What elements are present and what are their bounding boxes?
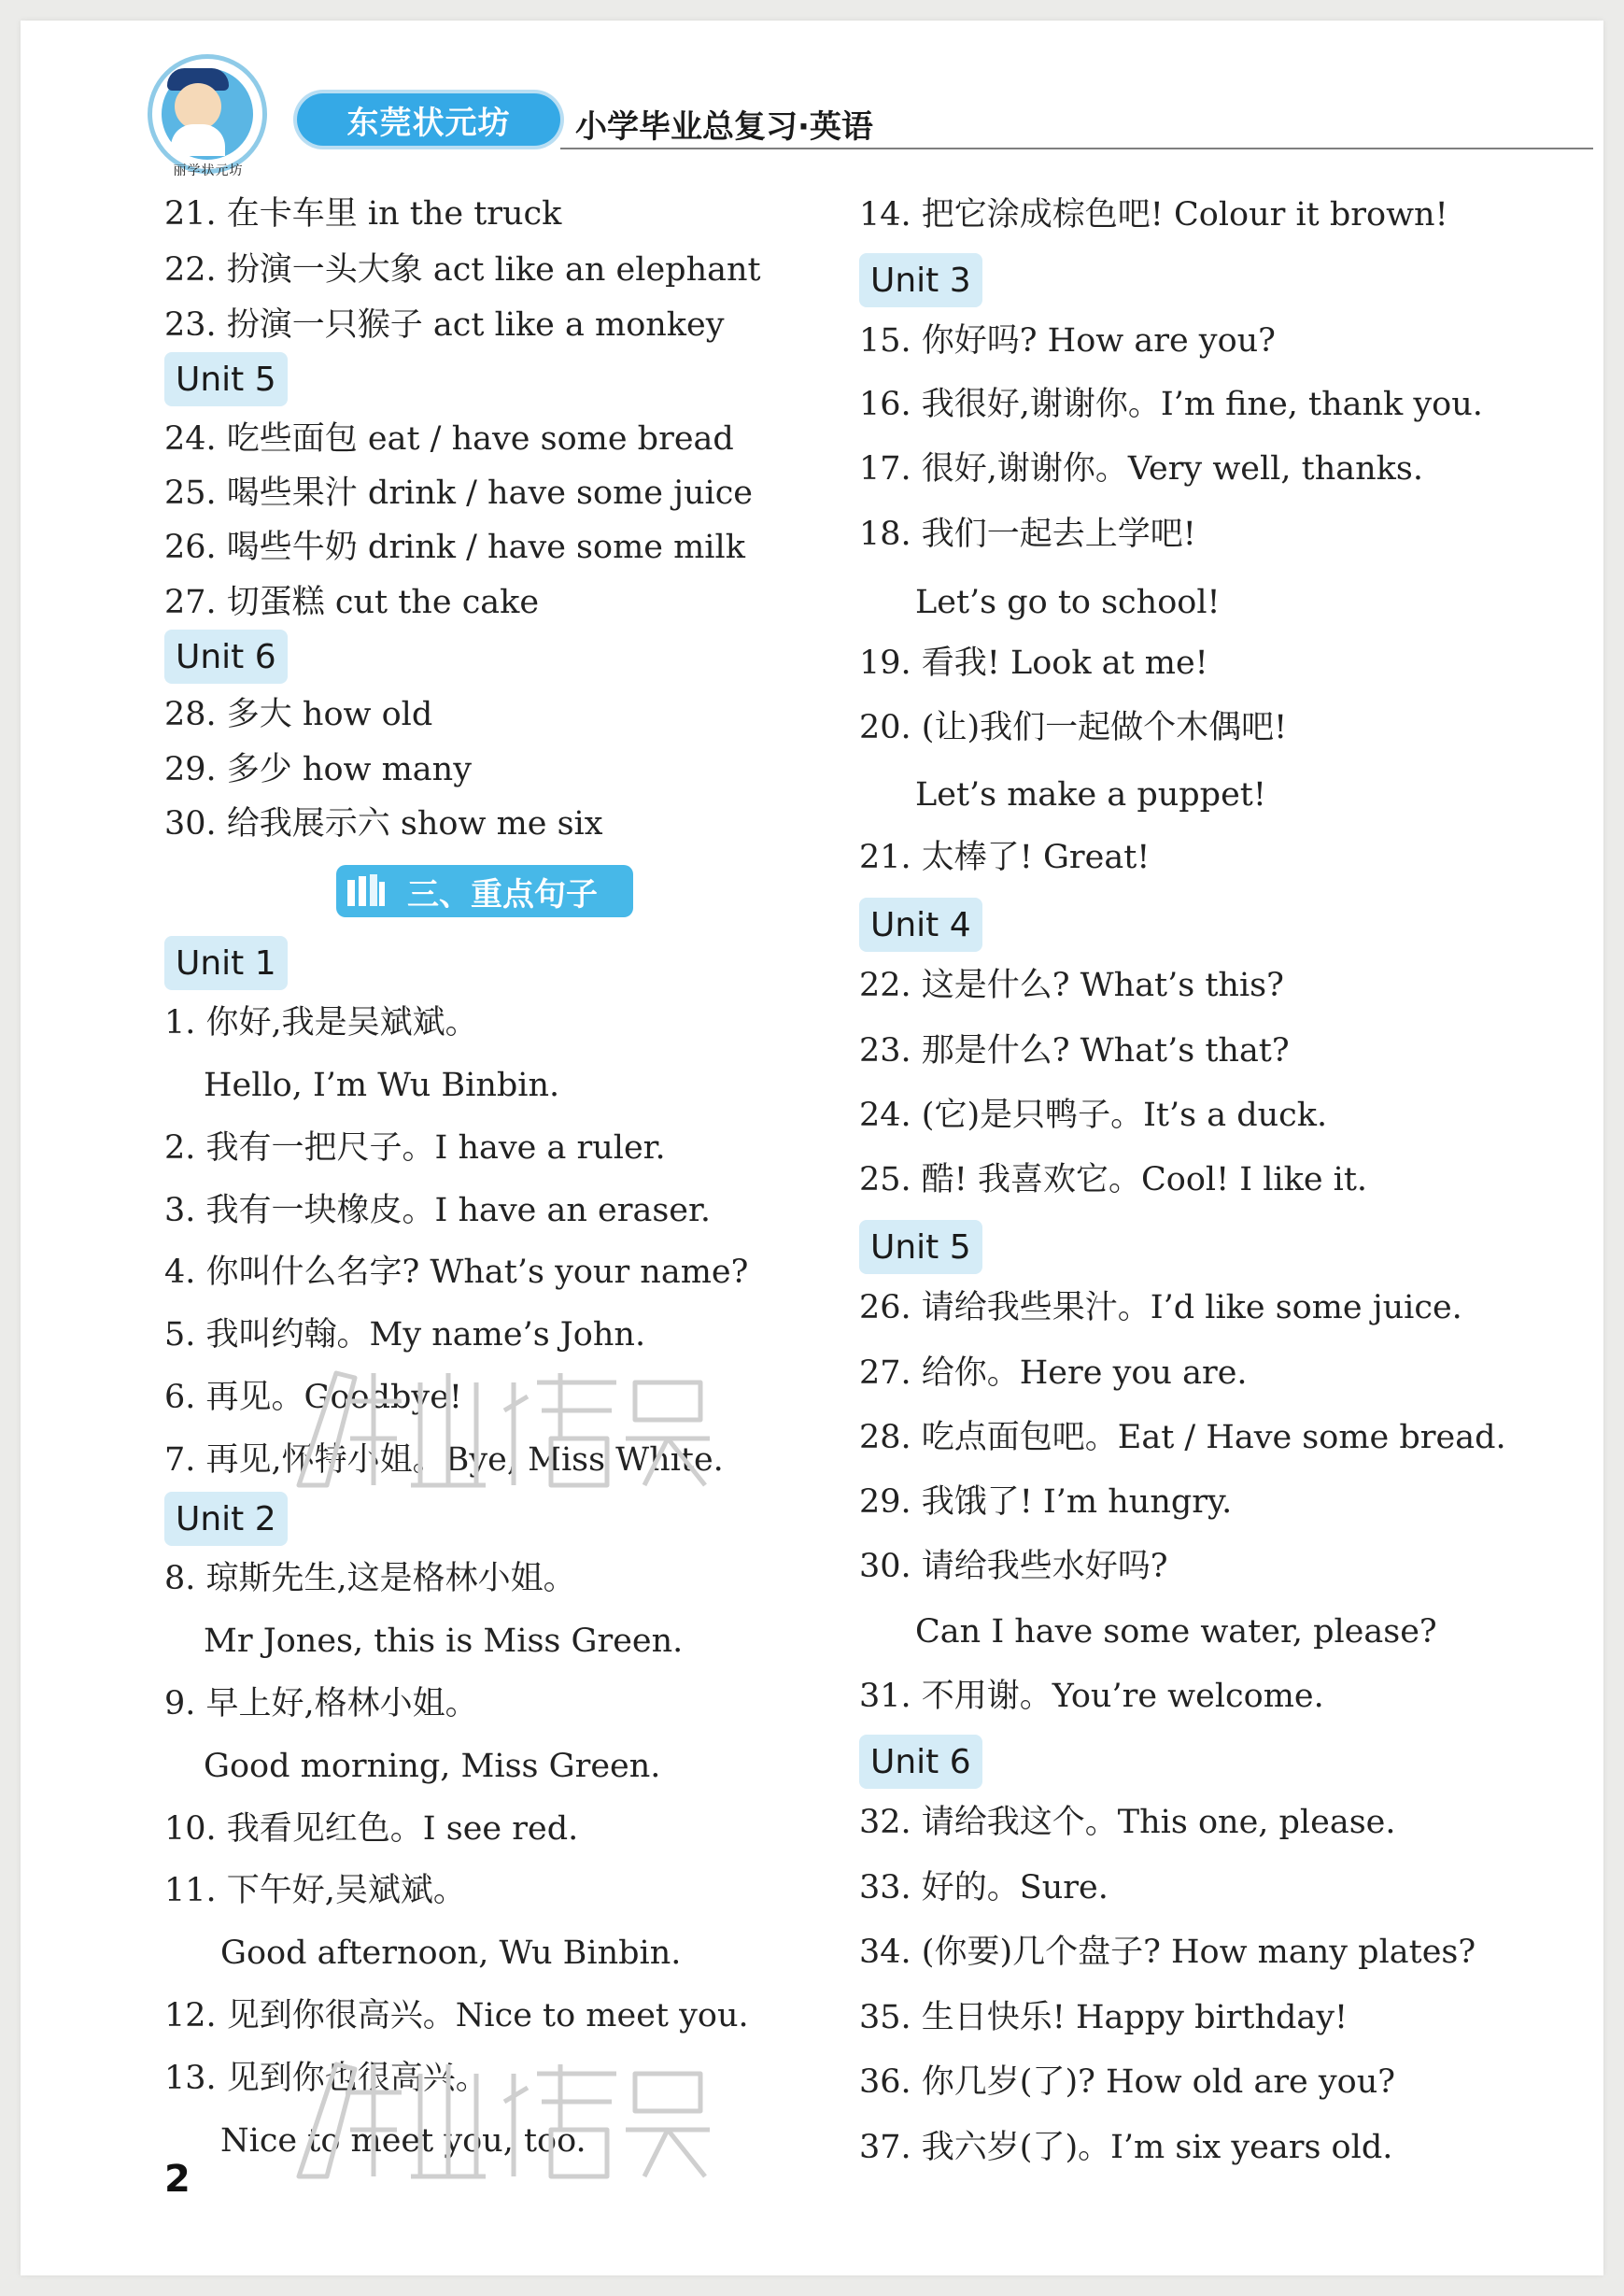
unit-label: Unit 3: [859, 253, 982, 307]
vocab-item: 27. 切蛋糕 cut the cake: [164, 584, 540, 621]
sentence-item: 27. 给你。Here you are.: [859, 1354, 1248, 1392]
header-rule: [560, 148, 1593, 149]
sentence-item: 32. 请给我这个。This one, please.: [859, 1804, 1396, 1841]
sentence-item: 2. 我有一把尺子。I have a ruler.: [164, 1129, 666, 1167]
unit-label: Unit 1: [164, 936, 288, 990]
watermark: [280, 2036, 719, 2195]
sentence-item: 19. 看我! Look at me!: [859, 645, 1208, 682]
sentence-translation: Can I have some water, please?: [915, 1613, 1437, 1651]
sentence-translation: Nice to meet you, too.: [220, 2122, 586, 2160]
sentence-item: 29. 我饿了! I’m hungry.: [859, 1483, 1233, 1521]
sentence-translation: Mr Jones, this is Miss Green.: [204, 1623, 684, 1660]
sentence-item: 24. (它)是只鸭子。It’s a duck.: [859, 1097, 1328, 1134]
vocab-item: 30. 给我展示六 show me six: [164, 805, 603, 843]
sentence-item: 14. 把它涂成棕色吧! Colour it brown!: [859, 196, 1448, 234]
sentence-item: 10. 我看见红色。I see red.: [164, 1810, 579, 1848]
unit-label: Unit 2: [164, 1492, 288, 1546]
sentence-item: 18. 我们一起去上学吧!: [859, 516, 1196, 553]
sentence-translation: Let’s go to school!: [915, 584, 1221, 621]
sentence-item: 17. 很好,谢谢你。Very well, thanks.: [859, 450, 1423, 488]
brand-badge: [297, 93, 560, 146]
sentence-item: 15. 你好吗? How are you?: [859, 322, 1276, 360]
sentence-item: 5. 我叫约翰。My name’s John.: [164, 1316, 646, 1354]
page-number: 2: [164, 2158, 191, 2201]
sentence-item: 30. 请给我些水好吗?: [859, 1548, 1168, 1585]
sentence-item: 25. 酷! 我喜欢它。Cool! I like it.: [859, 1161, 1368, 1198]
vocab-item: 24. 吃些面包 eat / have some bread: [164, 420, 734, 458]
sentence-item: 6. 再见。Goodbye!: [164, 1379, 462, 1416]
vocab-item: 21. 在卡车里 in the truck: [164, 195, 562, 233]
sentence-translation: Hello, I’m Wu Binbin.: [204, 1067, 560, 1104]
book-icon: [346, 872, 387, 910]
sentence-item: 7. 再见,怀特小姐。Bye, Miss White.: [164, 1441, 724, 1479]
vocab-item: 26. 喝些牛奶 drink / have some milk: [164, 529, 745, 566]
sentence-item: 1. 你好,我是吴斌斌。: [164, 1004, 478, 1042]
vocab-item: 29. 多少 how many: [164, 751, 472, 788]
sentence-item: 4. 你叫什么名字? What’s your name?: [164, 1254, 749, 1291]
unit-label: Unit 5: [164, 352, 288, 406]
sentence-item: 26. 请给我些果汁。I’d like some juice.: [859, 1289, 1462, 1326]
brand-name: 东莞状元坊: [346, 104, 511, 142]
vocab-item: 28. 多大 how old: [164, 696, 433, 733]
sentence-translation: Good afternoon, Wu Binbin.: [220, 1935, 682, 1972]
sentence-item: 8. 琼斯先生,这是格林小姐。: [164, 1560, 576, 1597]
publisher-logo: [148, 54, 267, 174]
section-header: [336, 865, 633, 917]
sentence-item: 37. 我六岁(了)。I’m six years old.: [859, 2129, 1393, 2166]
sentence-item: 20. (让)我们一起做个木偶吧!: [859, 709, 1288, 746]
unit-label: Unit 6: [164, 630, 288, 684]
sentence-item: 22. 这是什么? What’s this?: [859, 967, 1284, 1004]
sentence-item: 13. 见到你也很高兴。: [164, 2060, 488, 2097]
vocab-item: 25. 喝些果汁 drink / have some juice: [164, 475, 754, 512]
sentence-item: 16. 我很好,谢谢你。I’m fine, thank you.: [859, 386, 1483, 423]
sentence-item: 11. 下午好,吴斌斌。: [164, 1872, 466, 1909]
unit-label: Unit 4: [859, 898, 982, 952]
sentence-translation: Good morning, Miss Green.: [204, 1748, 661, 1785]
sentence-item: 34. (你要)几个盘子? How many plates?: [859, 1934, 1476, 1971]
sentence-item: 33. 好的。Sure.: [859, 1869, 1109, 1906]
unit-label: Unit 6: [859, 1735, 982, 1789]
sentence-item: 31. 不用谢。You’re welcome.: [859, 1678, 1324, 1715]
vocab-item: 22. 扮演一头大象 act like an elephant: [164, 251, 761, 289]
section-title: 三、重点句子: [407, 875, 598, 914]
sentence-item: 12. 见到你很高兴。Nice to meet you.: [164, 1997, 749, 2034]
sentence-item: 35. 生日快乐! Happy birthday!: [859, 1999, 1349, 2036]
sentence-item: 9. 早上好,格林小姐。: [164, 1685, 478, 1722]
watermark: [280, 1345, 719, 1504]
unit-label: Unit 5: [859, 1220, 982, 1274]
sentence-item: 28. 吃点面包吧。Eat / Have some bread.: [859, 1419, 1506, 1456]
sentence-item: 23. 那是什么? What’s that?: [859, 1032, 1290, 1070]
vocab-item: 23. 扮演一只猴子 act like a monkey: [164, 306, 725, 344]
sentence-item: 36. 你几岁(了)? How old are you?: [859, 2063, 1396, 2101]
logo-caption: 丽学状元坊: [173, 163, 244, 178]
sentence-translation: Let’s make a puppet!: [915, 776, 1266, 814]
sentence-item: 21. 太棒了! Great!: [859, 839, 1151, 876]
sentence-item: 3. 我有一块橡皮。I have an eraser.: [164, 1192, 712, 1229]
book-title: 小学毕业总复习·英语: [575, 108, 873, 146]
